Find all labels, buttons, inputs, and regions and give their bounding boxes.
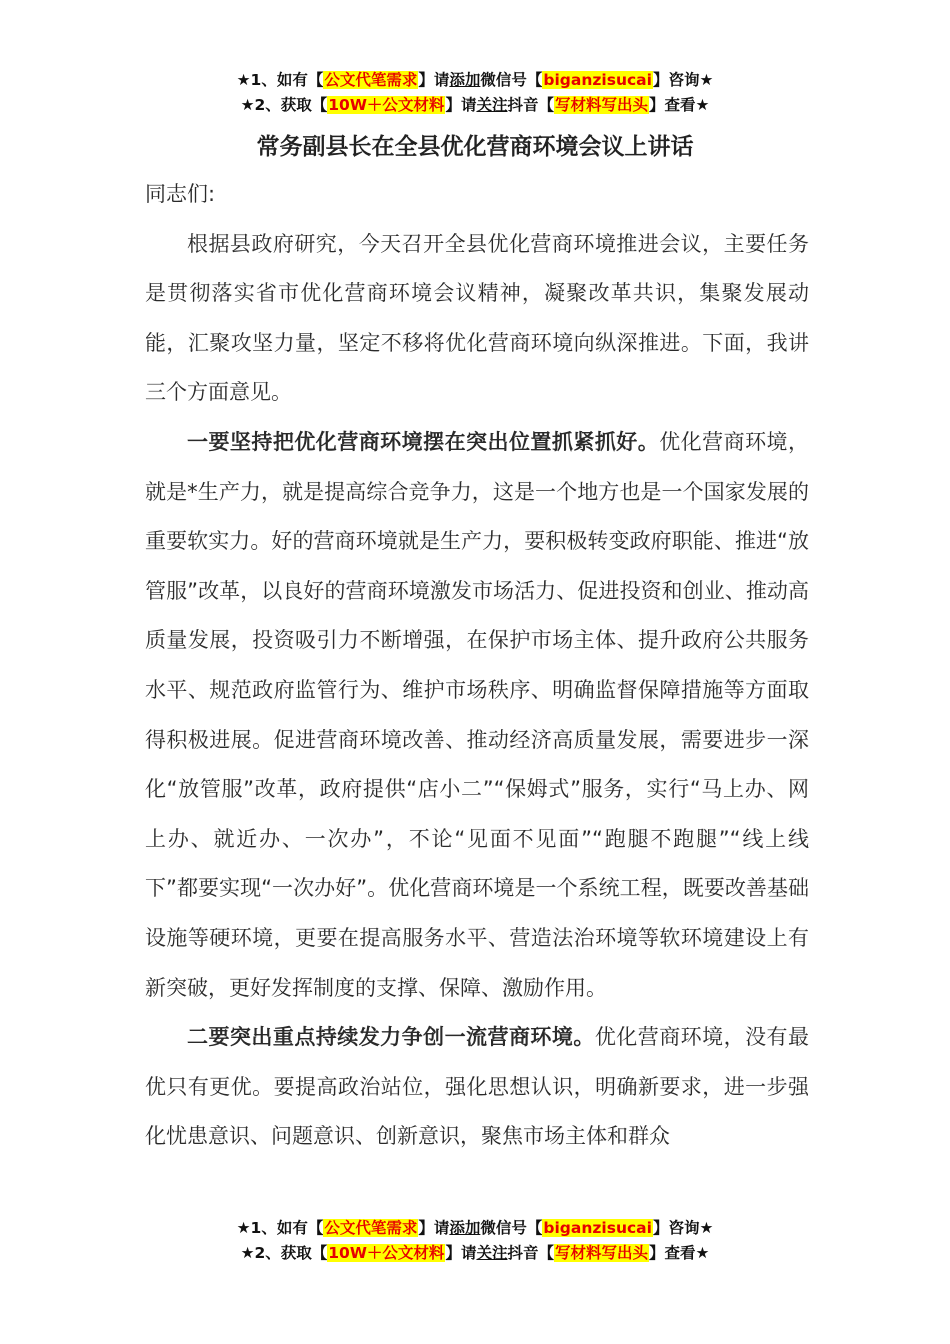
paragraph-point-two: 二要突出重点持续发力争创一流营商环境。优化营商环境，没有最优只有更优。要提高政治站位，强化思想认识，明确新要求，进一步强化忧患意识、问题意识、创新意识，聚焦市场主体和群众 <box>145 1025 810 1149</box>
douyin-account: 写材料写出头 <box>554 1244 648 1262</box>
highlight-service: 公文代笔需求 <box>324 71 418 89</box>
document-title: 常务副县长在全县优化营商环境会议上讲话 <box>256 134 694 160</box>
header-banner <box>0 68 950 118</box>
highlight-service: 公文代笔需求 <box>324 1219 418 1237</box>
document-body <box>145 170 809 1162</box>
point-two-heading: 二要突出重点持续发力争创一流营商环境。 <box>187 1025 595 1050</box>
banner-line-1: ★1、如有【公文代笔需求】请添加微信号【biganzisucai】咨询★ <box>236 71 714 89</box>
wechat-id: biganzisucai <box>543 1219 652 1237</box>
paragraph-point-one: 一要坚持把优化营商环境摆在突出位置抓紧抓好。优化营商环境，就是*生产力，就是提高综合竞争力，这是一个地方也是一个国家发展的重要软实力。好的营商环境就是生产力，要积极转变政府职能、推进“放管服”改革，以良好的营商环境激发市场活力、促进投资和创业、推动高质量发展，投资吸引力不断增强，在保护市场主体、提升政府公共服务水平、规范政府监管行为、维护市场秩序、明确监督保障措施等方面取得积极进展。促进营商环境改善、推动经济高质量发展，需要进步一深化“放管服”改革，政府提供“店小二”“保姆式”服务，实行“马上办、网上办、就近办、一次办”，不论“见面不见面”“跑腿不跑腿”“线上线下”都要实现“一次办好”。优化营商环境是一个系统工程，既要改善基础设施等硬环境，更要在提高服务水平、营造法治环境等软环境建设上有新突破，更好发挥制度的支撑、保障、激励作用。 <box>145 429 810 1000</box>
footer-banner <box>0 1216 950 1266</box>
douyin-account: 写材料写出头 <box>554 96 648 114</box>
footer-line-1: ★1、如有【公文代笔需求】请添加微信号【biganzisucai】咨询★ <box>236 1219 714 1237</box>
highlight-materials: 10W＋公文材料 <box>328 1244 445 1262</box>
footer-line-2: ★2、获取【10W＋公文材料】请关注抖音【写材料写出头】查看★ <box>240 1244 710 1262</box>
wechat-id: biganzisucai <box>543 71 652 89</box>
greeting: 同志们: <box>145 182 216 206</box>
point-one-heading: 一要坚持把优化营商环境摆在突出位置抓紧抓好。 <box>187 429 660 454</box>
highlight-materials: 10W＋公文材料 <box>328 96 445 114</box>
banner-line-2: ★2、获取【10W＋公文材料】请关注抖音【写材料写出头】查看★ <box>240 96 710 114</box>
paragraph-intro: 根据县政府研究，今天召开全县优化营商环境推进会议，主要任务是贯彻落实省市优化营商环境会议精神，凝聚改革共识，集聚发展动能，汇聚攻坚力量，坚定不移将优化营商环境向纵深推进。下面，我讲三个方面意见。 <box>145 231 809 405</box>
